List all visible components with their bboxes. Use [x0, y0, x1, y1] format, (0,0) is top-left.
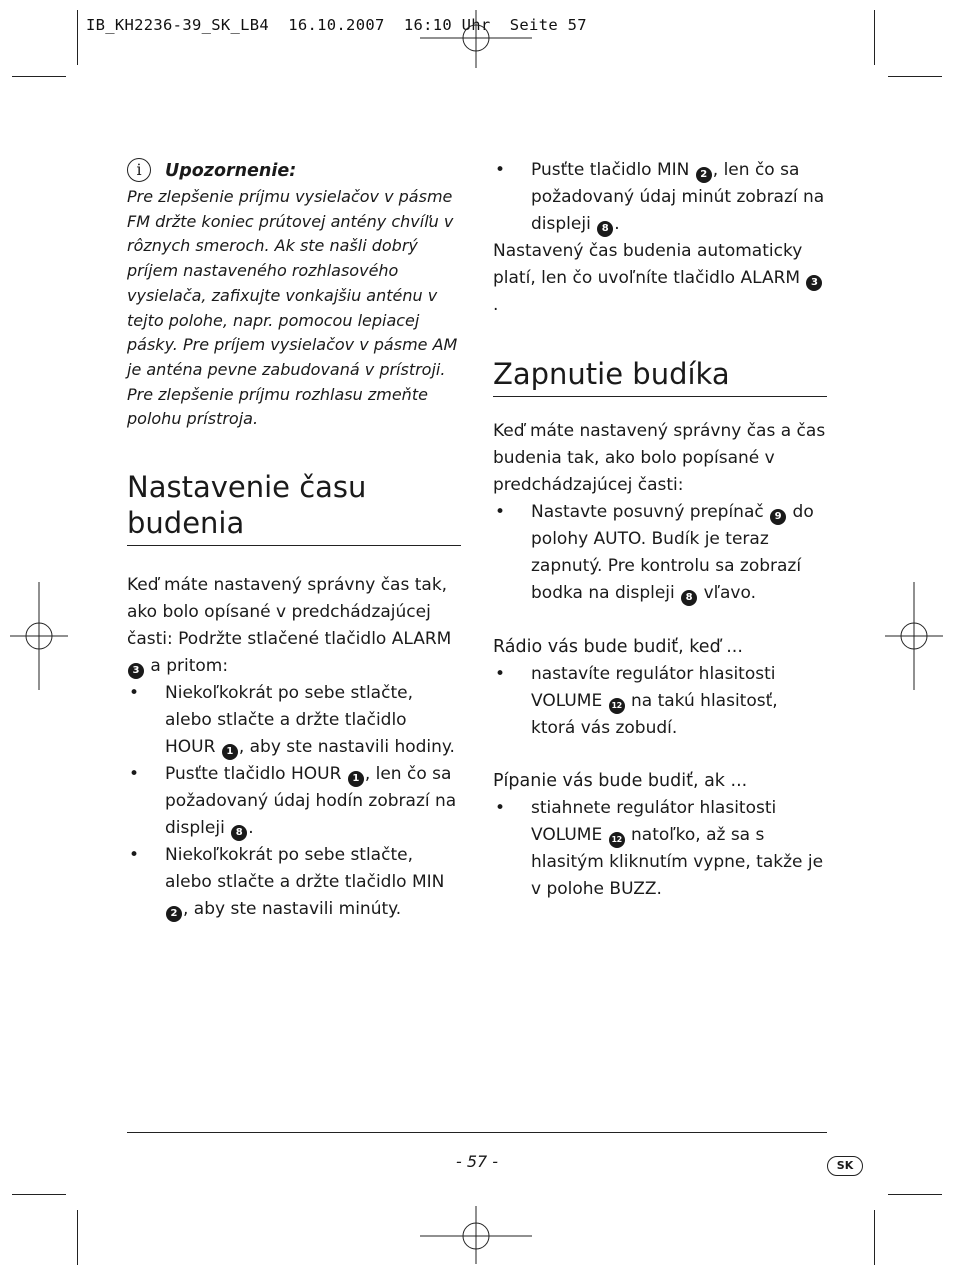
page-number: - 57 -: [455, 1152, 499, 1171]
subheading-buzzer-wake: Pípanie vás bude budiť, ak ...: [493, 771, 748, 791]
registration-mark-top: [420, 8, 532, 68]
crop-mark: [12, 1194, 66, 1195]
volume-number-badge: 12: [609, 698, 625, 714]
crop-mark: [77, 10, 78, 65]
registration-mark-bottom: [420, 1206, 532, 1266]
display-number-badge: 8: [681, 590, 697, 606]
intro-paragraph: Keď máte nastavený správny čas a čas budenia tak, ako bolo popísané v predchádzajúcej časti:: [493, 421, 826, 495]
validity-paragraph: Nastavený čas budenia automaticky platí, len čo uvoľníte tlačidlo ALARM 3.: [493, 238, 827, 319]
note-heading: [127, 157, 461, 185]
crop-mark: [888, 1194, 942, 1195]
list-item: • nastavíte regulátor hlasitosti VOLUME 12 na takú hlasitosť, ktorá vás zobudí.: [493, 661, 827, 742]
crop-mark: [12, 76, 66, 77]
print-header: IB_KH2236-39_SK_LB4 16.10.2007 16:10 Uhr Seite 57: [86, 16, 587, 34]
note-title: Upozornenie:: [165, 161, 297, 181]
list-item: • Pusťte tlačidlo HOUR 1 , len čo sa požadovaný údaj hodín zobrazí na displeji 8 .: [127, 761, 461, 842]
right-column: [493, 157, 827, 903]
buzzer-wake-list: [493, 795, 827, 903]
switch-number-badge: 9: [770, 509, 786, 525]
section-heading-enable-alarm: Zapnutie budíka: [493, 356, 827, 397]
intro-paragraph: Keď máte nastavený správny čas tak, ako bolo opísané v predchádzajúcej časti: Podržte stlačené tlačidlo ALARM 3 a pritom:: [127, 572, 461, 680]
button-number-badge: 3: [128, 663, 144, 679]
button-number-badge: 3: [806, 275, 822, 291]
left-column: [127, 157, 461, 923]
section-heading-alarm-time: Nastavenie času budenia: [127, 469, 461, 546]
footer-rule: [127, 1132, 827, 1133]
display-number-badge: 8: [231, 825, 247, 841]
button-number-badge: 1: [348, 771, 364, 787]
button-number-badge: 2: [696, 167, 712, 183]
crop-mark: [888, 76, 942, 77]
crop-mark: [77, 1210, 78, 1265]
display-number-badge: 8: [597, 221, 613, 237]
subheading-radio-wake: Rádio vás bude budiť, keď ...: [493, 637, 743, 657]
radio-wake-list: [493, 661, 827, 742]
info-icon: i: [127, 158, 151, 182]
step-list: [493, 499, 827, 607]
step-list: [127, 680, 461, 923]
list-item: • Niekoľkokrát po sebe stlačte, alebo stlačte a držte tlačidlo HOUR 1 , aby ste nastavili hodiny.: [127, 680, 461, 761]
button-number-badge: 2: [166, 906, 182, 922]
list-item: • stiahnete regulátor hlasitosti VOLUME 12 natoľko, až sa s hlasitým kliknutím vypne, takže je v polohe BUZZ.: [493, 795, 827, 903]
crop-mark: [874, 1210, 875, 1265]
list-item: • Pusťte tlačidlo MIN 2 , len čo sa požadovaný údaj minút zobrazí na displeji 8 .: [493, 157, 827, 238]
step-list-continued: [493, 157, 827, 238]
button-number-badge: 1: [222, 744, 238, 760]
volume-number-badge: 12: [609, 832, 625, 848]
list-item: • Nastavte posuvný prepínač 9 do polohy AUTO. Budík je teraz zapnutý. Pre kontrolu sa zobrazí bodka na displeji 8 vľavo.: [493, 499, 827, 607]
list-item: • Niekoľkokrát po sebe stlačte, alebo stlačte a držte tlačidlo MIN 2 , aby ste nastavili minúty.: [127, 842, 461, 923]
language-badge: SK: [827, 1156, 863, 1176]
registration-mark-left: [10, 582, 68, 690]
crop-mark: [874, 10, 875, 65]
note-text: Pre zlepšenie príjmu vysielačov v pásme FM držte koniec prútovej antény chvíľu v rôznych smeroch. Ak ste našli dobrý príjem nastaveného rozhlasového vysielača, zafixujte vonkajšiu anténu v tejto polohe, napr. pomocou lepiacej pásky. Pre príjem vysielačov v pásme AM je anténa pevne zabudovaná v prístroji. Pre zlepšenie príjmu rozhlasu zmeňte polohu prístroja.: [127, 187, 458, 429]
registration-mark-right: [885, 582, 943, 690]
